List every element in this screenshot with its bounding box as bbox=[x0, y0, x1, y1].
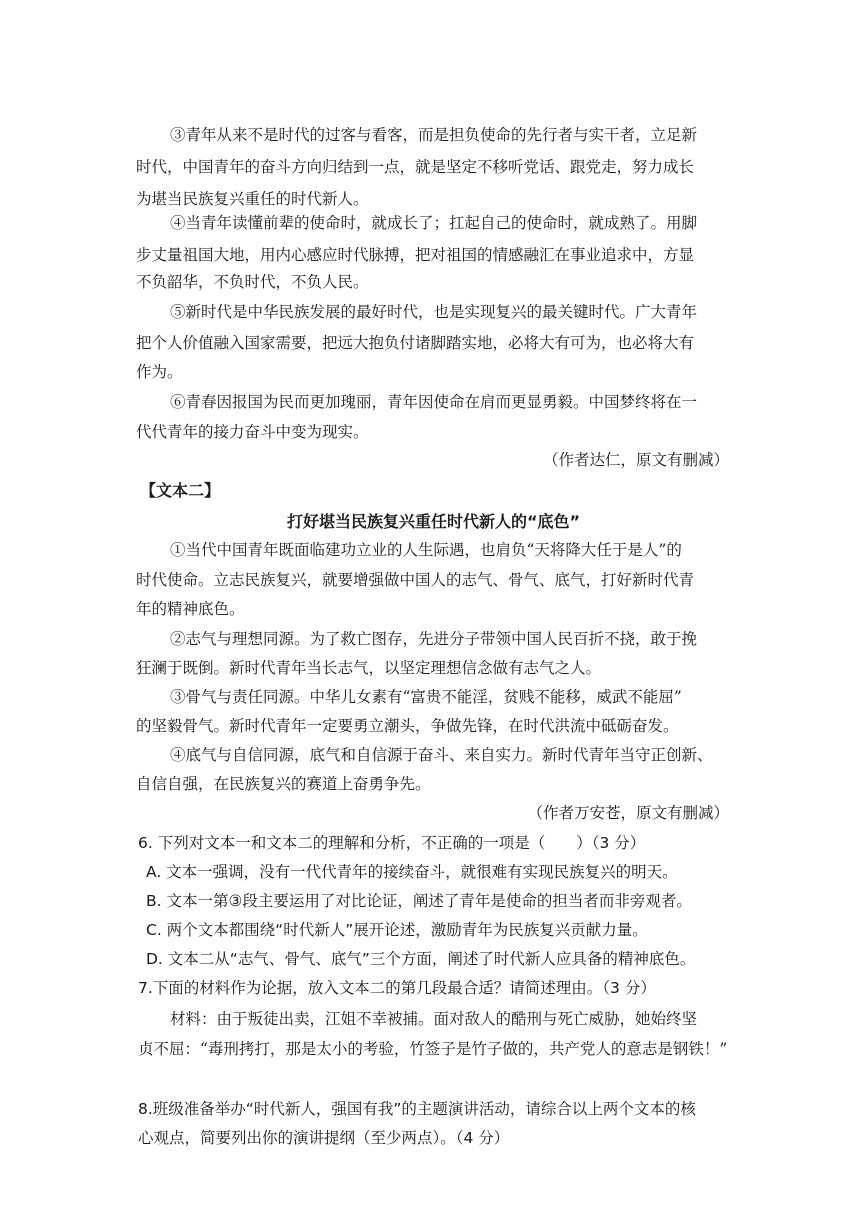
q6-option-b: B. 文本一第③段主要运用了对比论证，阐述了青年是使命的担当者而非旁观者。 bbox=[146, 892, 692, 910]
q7-material-line1: 材料：由于叛徒出卖，江姐不幸被捕。面对敌人的酷刑与死亡威胁，她始终坚 bbox=[170, 1010, 698, 1028]
q6-option-d: D. 文本二从“志气、骨气、底气”三个方面，阐述了时代新人应具备的精神底色。 bbox=[146, 950, 696, 968]
text2-p1-line3: 年的精神底色。 bbox=[136, 600, 245, 618]
text2-p3-line2: 的坚毅骨气。新时代青年一定要勇立潮头，争做先锋，在时代洪流中砥砺奋发。 bbox=[136, 717, 679, 735]
text1-p3-line2: 时代，中国青年的奋斗方向归结到一点，就是坚定不移听党话、跟党走，努力成长 bbox=[136, 158, 695, 176]
text1-p6-line2: 代代青年的接力奋斗中变为现实。 bbox=[136, 423, 369, 441]
q6-option-a: A. 文本一强调，没有一代代青年的接续奋斗，就很难有实现民族复兴的明天。 bbox=[146, 863, 678, 881]
text1-p3-line3: 为堪当民族复兴重任的时代新人。 bbox=[136, 190, 369, 208]
text2-p3-line1: ③骨气与责任同源。中华儿女素有“富贵不能淫，贫贱不能移，威武不能屈” bbox=[170, 688, 682, 706]
text2-p1-line1: ①当代中国青年既面临建功立业的人生际遇，也肩负“天将降大任于是人”的 bbox=[170, 541, 682, 559]
text2-label: 【文本二】 bbox=[140, 481, 221, 500]
text2-p4-line2: 自信自强，在民族复兴的赛道上奋勇争先。 bbox=[136, 775, 431, 793]
text2-p4-line1: ④底气与自信同源，底气和自信源于奋斗、来自实力。新时代青年当守正创新、 bbox=[170, 746, 713, 764]
q7-stem: 7.下面的材料作为论据，放入文本二的第几段最合适？请简述理由。（3 分） bbox=[138, 979, 656, 997]
text1-p6-line1: ⑥青春因报国为民而更加瑰丽，青年因使命在肩而更显勇毅。中国梦终将在一 bbox=[170, 393, 698, 411]
text2-source: （作者万安苍，原文有删减） bbox=[527, 804, 729, 822]
text1-source: （作者达仁，原文有删减） bbox=[542, 451, 729, 469]
text2-p2-line1: ②志气与理想同源。为了救亡图存，先进分子带领中国人民百折不挠，敢于挽 bbox=[170, 630, 698, 648]
text2-p2-line2: 狂澜于既倒。新时代青年当长志气，以坚定理想信念做有志气之人。 bbox=[136, 659, 602, 677]
text1-p5-line1: ⑤新时代是中华民族发展的最好时代，也是实现复兴的最关键时代。广大青年 bbox=[170, 303, 698, 321]
text1-p4-line2: 步丈量祖国大地，用内心感应时代脉搏，把对祖国的情感融汇在事业追求中，方显 bbox=[136, 246, 695, 264]
text1-p4-line1: ④当青年读懂前辈的使命时，就成长了；扛起自己的使命时，就成熟了。用脚 bbox=[170, 214, 698, 232]
q6-stem: 6. 下列对文本一和文本二的理解和分析，不正确的一项是（ ）（3 分） bbox=[138, 834, 646, 852]
text1-p4-line3: 不负韶华，不负时代，不负人民。 bbox=[136, 273, 369, 291]
q6-option-c: C. 两个文本都围绕“时代新人”展开论述，激励青年为民族复兴贡献力量。 bbox=[146, 921, 648, 939]
q8-stem-line1: 8.班级准备举办“时代新人，强国有我”的主题演讲活动，请综合以上两个文本的核 bbox=[138, 1100, 696, 1118]
text2-p1-line2: 时代使命。立志民族复兴，就要增强做中国人的志气、骨气、底气，打好新时代青 bbox=[136, 571, 695, 589]
text1-p5-line2: 把个人价值融入国家需要，把远大抱负付诸脚踏实地，必将大有可为，也必将大有 bbox=[136, 334, 695, 352]
q8-stem-line2: 心观点，简要列出你的演讲提纲（至少两点）。（4 分） bbox=[138, 1129, 510, 1147]
text1-p5-line3: 作为。 bbox=[136, 363, 183, 381]
text2-title: 打好堪当民族复兴重任时代新人的“底色” bbox=[286, 512, 581, 531]
q7-material-line2: 贞不屈：“毒刑拷打，那是太小的考验，竹签子是竹子做的，共产党人的意志是钢铁！” bbox=[138, 1040, 728, 1058]
text1-p3-line1: ③青年从来不是时代的过客与看客，而是担负使命的先行者与实干者，立足新 bbox=[170, 126, 698, 144]
